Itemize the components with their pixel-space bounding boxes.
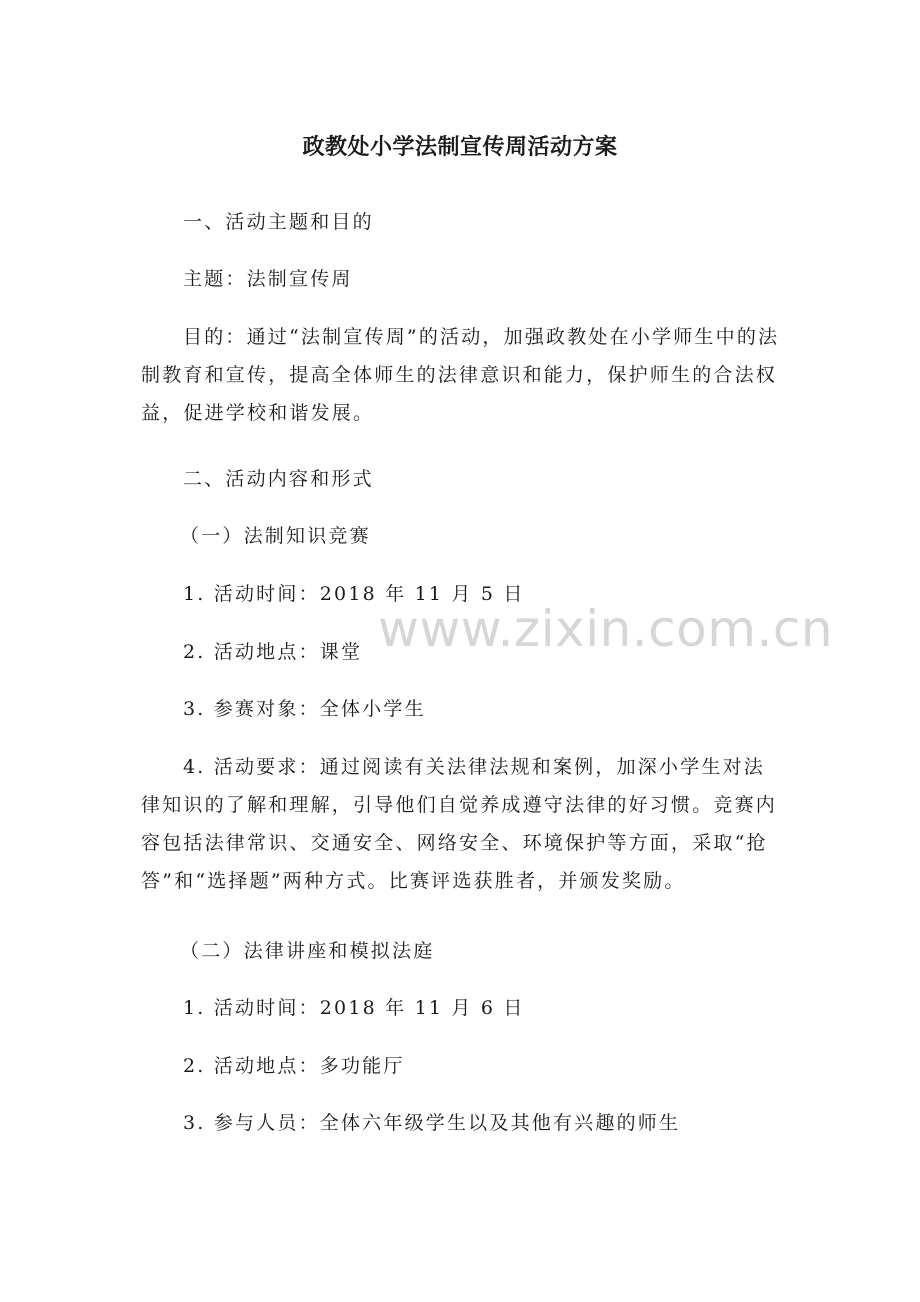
- list-item-participants-1: 3. 参赛对象：全体小学生: [183, 698, 426, 720]
- purpose-paragraph: 目的：通过“法制宣传周”的活动，加强政教处在小学师生中的法制教育和宣传，提高全体师生的法律意识和能力，保护师生的合法权益，促进学校和谐发展。: [141, 326, 780, 424]
- subsection-heading-2: （二）法律讲座和模拟法庭: [180, 940, 435, 962]
- section-heading-1: 一、活动主题和目的: [183, 211, 374, 233]
- list-item-time-1: 1. 活动时间：2018 年 11 月 5 日: [183, 583, 525, 605]
- theme-line: 主题：法制宣传周: [183, 268, 353, 290]
- list-item-requirements-1: 4. 活动要求：通过阅读有关法律法规和案例，加深小学生对法律知识的了解和理解，引导他们自觉养成遵守法律的好习惯。竞赛内容包括法律常识、交通安全、网络安全、环境保护等方面，采取“抢答”和“选择题”两种方式。比赛评选获胜者，并颁发奖励。: [141, 756, 778, 892]
- list-item-location-1: 2. 活动地点：课堂: [183, 641, 363, 663]
- list-item-participants-2: 3. 参与人员：全体六年级学生以及其他有兴趣的师生: [183, 1112, 681, 1134]
- section-heading-2: 二、活动内容和形式: [183, 468, 374, 490]
- document-title: 政教处小学法制宣传周活动方案: [302, 135, 618, 160]
- list-item-location-2: 2. 活动地点：多功能厅: [183, 1055, 405, 1077]
- subsection-heading-1: （一）法制知识竞赛: [180, 525, 371, 547]
- site-watermark: www.zixin.com.cn: [378, 600, 834, 658]
- list-item-time-2: 1. 活动时间：2018 年 11 月 6 日: [183, 997, 525, 1019]
